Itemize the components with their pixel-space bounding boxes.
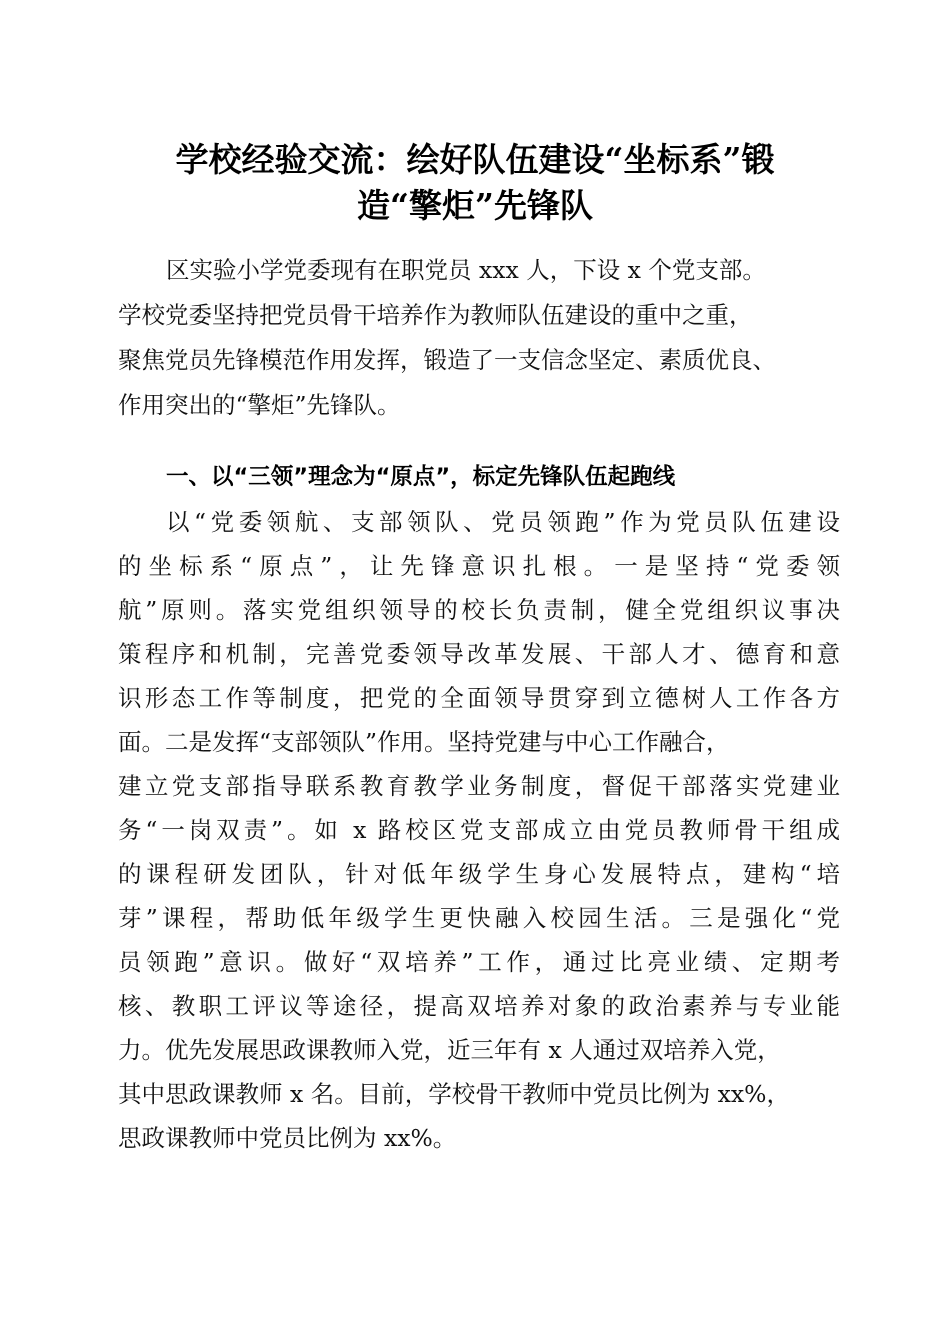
document-title-line-1: 学校经验交流：绘好队伍建设“坐标系”锻 xyxy=(175,140,775,179)
paragraph-line: 以“党委领航、支部领队、党员领跑”作为党员队伍建设 xyxy=(166,508,840,536)
intro-line: 区实验小学党委现有在职党员 xxx 人，下设 x 个党支部。 xyxy=(166,256,766,284)
paragraph-line: 思政课教师中党员比例为 xx%。 xyxy=(118,1124,457,1152)
intro-line: 作用突出的“擎炬”先锋队。 xyxy=(118,391,401,419)
intro-line: 聚焦党员先锋模范作用发挥，锻造了一支信念坚定、素质优良、 xyxy=(118,346,776,374)
paragraph-line: 识形态工作等制度，把党的全面领导贯穿到立德树人工作各方 xyxy=(118,684,840,712)
paragraph-line: 航”原则。落实党组织领导的校长负责制，健全党组织议事决 xyxy=(118,596,840,624)
paragraph-line: 策程序和机制，完善党委领导改革发展、干部人才、德育和意 xyxy=(118,640,840,668)
paragraph-line: 核、教职工评议等途径，提高双培养对象的政治素养与专业能 xyxy=(118,992,840,1020)
paragraph-line: 的课程研发团队，针对低年级学生身心发展特点，建构“培 xyxy=(118,860,840,888)
paragraph-line: 建立党支部指导联系教育教学业务制度，督促干部落实党建业 xyxy=(118,772,840,800)
paragraph-line: 力。优先发展思政课教师入党，近三年有 x 人通过双培养入党， xyxy=(118,1036,781,1064)
section-1-heading: 一、以“三领”理念为“原点”，标定先锋队伍起跑线 xyxy=(166,464,676,490)
paragraph-line: 员领跑”意识。做好“双培养”工作，通过比亮业绩、定期考 xyxy=(118,948,840,976)
paragraph-line: 的坐标系“原点”，让先锋意识扎根。一是坚持“党委领 xyxy=(118,552,840,580)
intro-line: 学校党委坚持把党员骨干培养作为教师队伍建设的重中之重， xyxy=(118,301,753,329)
document-title-line-2: 造“擎炬”先锋队 xyxy=(357,186,593,225)
paragraph-line: 其中思政课教师 x 名。目前，学校骨干教师中党员比例为 xx%， xyxy=(118,1080,790,1108)
paragraph-line: 务“一岗双责”。如 x 路校区党支部成立由党员教师骨干组成 xyxy=(118,816,840,844)
paragraph-line: 面。二是发挥“支部领队”作用。坚持党建与中心工作融合， xyxy=(118,728,730,756)
paragraph-line: 芽”课程，帮助低年级学生更快融入校园生活。三是强化“党 xyxy=(118,904,840,932)
